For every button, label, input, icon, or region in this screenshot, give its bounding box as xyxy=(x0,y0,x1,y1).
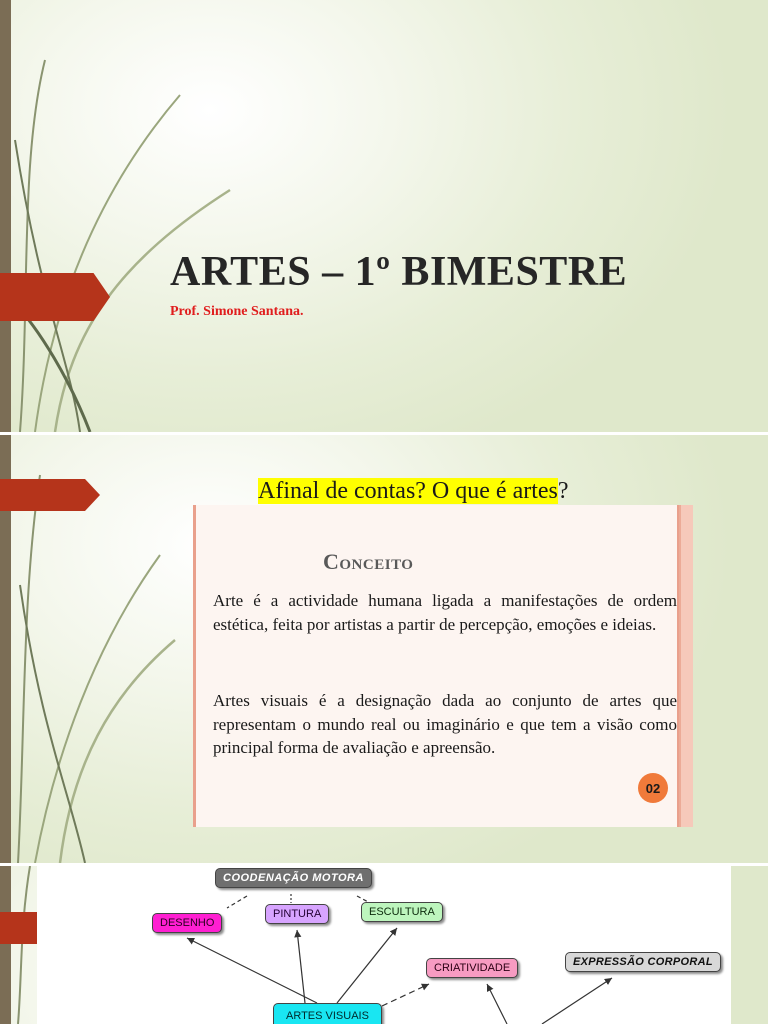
slide-side-bar xyxy=(0,0,11,432)
mind-map-connectors xyxy=(37,866,731,1024)
node-desenho: DESENHO xyxy=(152,913,222,933)
concept-paragraph-2: Artes visuais é a designação dada ao conjunto de artes que representam o mundo real ou imaginário e que tem a visão como principal forma de avaliação e apreensão. xyxy=(213,691,677,757)
card-right-border xyxy=(679,505,693,827)
node-escultura: ESCULTURA xyxy=(361,902,443,922)
node-artes-visuais: ARTES VISUAIS xyxy=(273,1003,382,1024)
slide-author: Prof. Simone Santana. xyxy=(170,304,304,319)
card-left-border xyxy=(193,505,196,827)
title-arrow-marker xyxy=(0,273,110,321)
question-mark: ? xyxy=(557,478,569,504)
node-expressao-corporal: EXPRESSÃO CORPORAL xyxy=(565,952,721,972)
concept-card xyxy=(193,505,693,827)
slide-arrow-marker xyxy=(0,479,100,511)
node-criatividade: CRIATIVIDADE xyxy=(426,958,518,978)
slide-side-bar xyxy=(0,866,11,1024)
question-heading xyxy=(258,478,569,505)
node-coordenacao-motora: COODENAÇÃO MOTORA xyxy=(215,868,372,888)
question-highlighted-text: Afinal de contas? O que é artes xyxy=(258,478,558,504)
mind-map-diagram xyxy=(37,866,731,1024)
card-heading: Conceito xyxy=(323,549,414,574)
slide-title: ARTES – 1º BIMESTRE xyxy=(170,249,628,295)
slide-1[interactable] xyxy=(0,0,768,432)
page-number-badge: 02 xyxy=(638,773,668,803)
grass-decoration-icon xyxy=(0,0,768,432)
concept-paragraph-1: Arte é a actividade humana ligada a manifestações de ordem estética, feita por artistas a partir de percepção, emoções e ideias. xyxy=(213,591,677,634)
node-pintura: PINTURA xyxy=(265,904,329,924)
